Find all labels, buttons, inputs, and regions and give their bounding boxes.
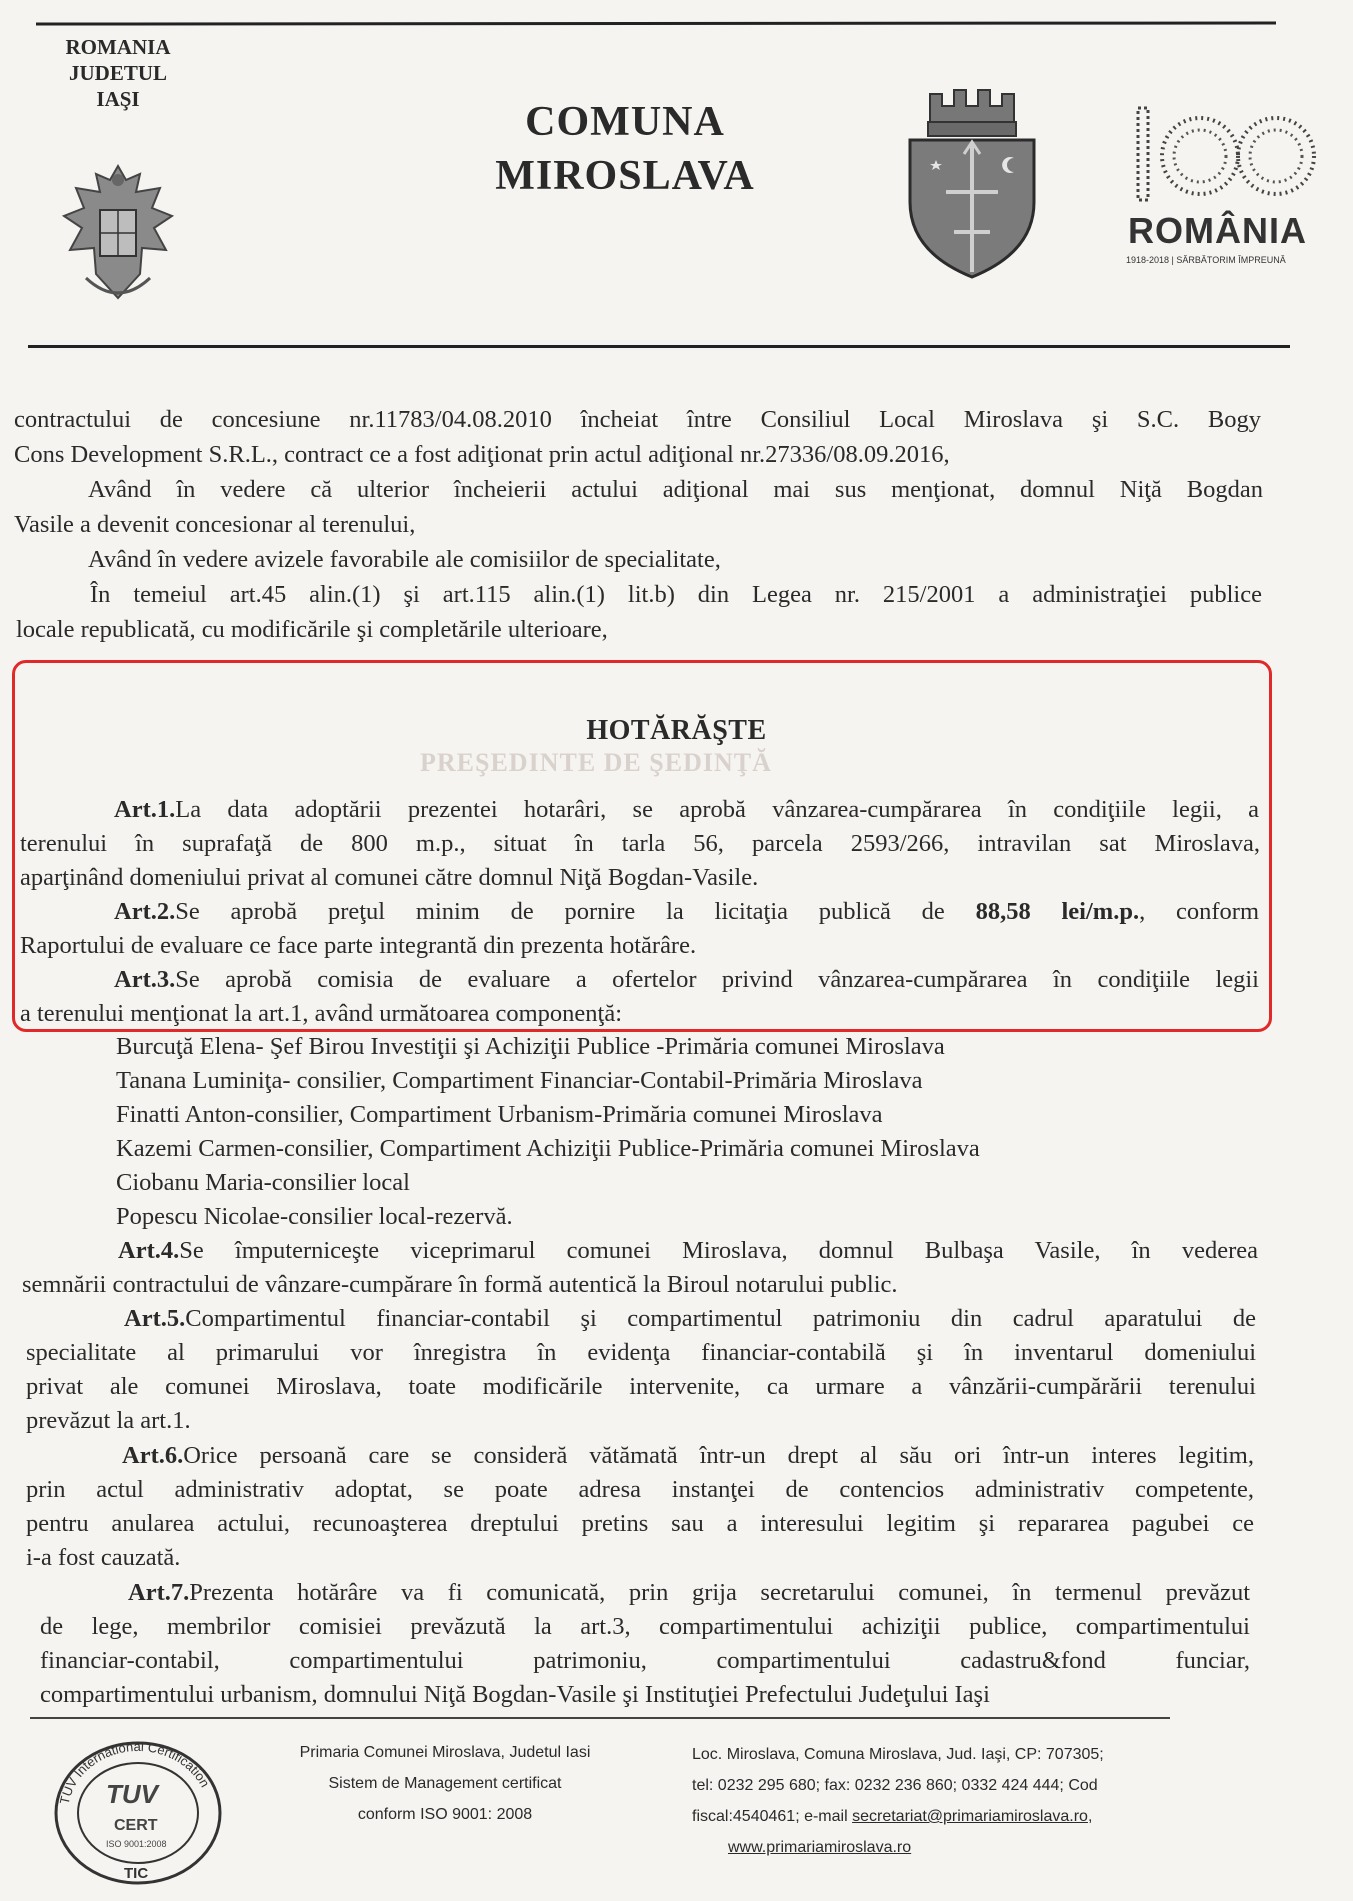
centenar-100-icon — [1120, 100, 1320, 210]
art7-line4: compartimentului urbanism, domnului Niţă Bogdan-Vasile şi Instituţiei Prefectului Judeţului Iaşi — [40, 1681, 990, 1708]
footer-contact — [692, 1739, 1212, 1863]
art7-line3: financiar-contabil, compartimentului patrimoniu, compartimentului cadastru&fond funciar, — [40, 1647, 1250, 1674]
art3-line2: a terenului menţionat la art.1, având următoarea componenţă: — [20, 1000, 623, 1027]
footer-mid-line: Sistem de Management certificat — [328, 1775, 562, 1792]
romania-coat-of-arms-icon — [56, 158, 180, 313]
art7-line1 — [128, 1578, 1250, 1608]
art2-text1a: Se aprobă preţul minim de pornire la licitaţia publică de — [175, 898, 945, 925]
intro-line: Având în vedere că ulterior încheierii actului adiţional mai sus menţionat, domnul Niţă Bogdan — [88, 476, 1263, 503]
art5-line3: privat ale comunei Miroslava, toate modificările intervenite, ca urmare a vânzării-cumpărării terenului — [26, 1373, 1256, 1400]
commune-title — [455, 95, 795, 203]
intro-line: În temeiul art.45 alin.(1) şi art.115 alin.(1) lit.b) din Legea nr. 215/2001 a administraţiei publice — [90, 581, 1262, 608]
faded-stamp-text: PREŞEDINTE DE ŞEDINŢĂ — [420, 748, 772, 777]
art3-text1: Se aprobă comisia de evaluare a ofertelor privind vânzarea-cumpărarea în condiţiile legii — [175, 966, 1259, 993]
art6-line3: pentru anularea actului, recunoaşterea dreptului pretins sau a interesului legitim şi repararea pagubei ce — [26, 1510, 1254, 1537]
art1-line3: aparţinând domeniului privat al comunei către domnul Niţă Bogdan-Vasile. — [20, 864, 759, 891]
footer-institution — [265, 1737, 625, 1830]
cert-brand: TUV — [106, 1779, 158, 1809]
footer-comma: , — [1087, 1808, 1093, 1825]
art4-text1: Se împuterniceşte viceprimarul comunei Miroslava, domnul Bulbaşa Vasile, în vederea — [179, 1237, 1258, 1264]
footer-fiscal: fiscal:4540461; e-mail — [692, 1808, 853, 1825]
decision-title: HOTĂRĂŞTE — [586, 715, 767, 746]
art3-label: Art.3. — [114, 966, 176, 993]
tuv-certification-seal-icon — [48, 1735, 228, 1890]
cert-tic: TIC — [124, 1865, 149, 1882]
intro-line: locale republicată, cu modificările şi completările ulterioare, — [16, 616, 608, 643]
art4-label: Art.4. — [118, 1237, 180, 1264]
country-name: ROMANIA — [65, 35, 171, 59]
committee-member: Ciobanu Maria-consilier local — [116, 1169, 410, 1196]
footer-web-line — [692, 1832, 1212, 1863]
intro-line: Vasile a devenit concesionar al terenului, — [14, 511, 416, 538]
art2-label: Art.2. — [114, 898, 176, 925]
art1-line2: terenului în suprafaţă de 800 m.p., situat în tarla 56, parcela 2593/266, intravilan sat Miroslava, — [20, 830, 1260, 857]
art6-label: Art.6. — [122, 1442, 184, 1469]
centenar-brand: ROMÂNIA — [1128, 210, 1307, 251]
cert-ring-path: TÜV International Certification — [56, 1738, 213, 1806]
art6-line4: i-a fost cauzată. — [26, 1544, 181, 1571]
art7-line2: de lege, membrilor comisiei prevăzută la art.3, compartimentului achiziţii publice, compartimentului — [40, 1613, 1250, 1640]
commune-title-line2: MIROSLAVA — [495, 153, 755, 199]
art5-label: Art.5. — [124, 1305, 186, 1332]
art5-line4: prevăzut la art.1. — [26, 1407, 191, 1434]
art4-line1 — [118, 1236, 1258, 1266]
cert-iso: ISO 9001:2008 — [106, 1839, 167, 1849]
art5-line1 — [124, 1304, 1256, 1334]
art1-line1 — [114, 795, 1259, 825]
art2-text1b: , conform — [1139, 898, 1259, 925]
footer-rule — [30, 1717, 1170, 1719]
committee-member: Burcuţă Elena- Şef Birou Investiţii şi Achiziţii Publice -Primăria comunei Miroslava — [116, 1033, 945, 1060]
intro-line: contractului de concesiune nr.11783/04.08.2010 încheiat între Consiliul Local Miroslava şi S.C. Bogy — [14, 406, 1261, 433]
footer-website-link[interactable]: www.primariamiroslava.ro — [728, 1839, 912, 1856]
art1-label: Art.1. — [114, 796, 176, 823]
committee-member: Kazemi Carmen-consilier, Compartiment Achiziţii Publice-Primăria comunei Miroslava — [116, 1135, 980, 1162]
art4-line2: semnării contractului de vânzare-cumpărare în formă autentică la Biroul notarului public. — [22, 1271, 898, 1298]
footer-address: Loc. Miroslava, Comuna Miroslava, Jud. Iaşi, CP: 707305; — [692, 1746, 1104, 1763]
committee-member: Popescu Nicolae-consilier local-rezervă. — [116, 1203, 513, 1230]
footer-mid-line: Primaria Comunei Miroslava, Judetul Iasi — [299, 1744, 591, 1761]
committee-member: Tanana Luminiţa- consilier, Compartiment Financiar-Contabil-Primăria Miroslava — [116, 1067, 923, 1094]
art7-text1: Prezenta hotărâre va fi comunicată, prin grija secretarului comunei, în termenul prevăzut — [189, 1579, 1250, 1606]
footer-email-link[interactable]: secretariat@primariamiroslava.ro — [852, 1808, 1088, 1825]
art2-line1 — [114, 897, 1259, 927]
committee-member: Finatti Anton-consilier, Compartiment Urbanism-Primăria comunei Miroslava — [116, 1101, 883, 1128]
footer-fiscal-email-line — [692, 1801, 1212, 1832]
art3-line1 — [114, 965, 1259, 995]
centenar-tagline: 1918-2018 | SĂRBĂTORIM ÎMPREUNĂ — [1126, 255, 1286, 265]
footer-mid-line: conform ISO 9001: 2008 — [357, 1806, 533, 1823]
header-bottom-rule — [28, 345, 1290, 348]
miroslava-coat-of-arms-icon — [902, 82, 1042, 287]
art1-text1: La data adoptării prezentei hotarâri, se aprobă vânzarea-cumpărarea în condiţiile legii, a — [175, 796, 1259, 823]
header-top-rule — [36, 21, 1276, 25]
romania-centenar-logo — [1120, 100, 1320, 265]
art6-text1: Orice persoană care se consideră vătămată într-un drept al său ori într-un interes legitim, — [183, 1442, 1254, 1469]
cert-sub: CERT — [114, 1817, 158, 1834]
footer-phones: tel: 0232 295 680; fax: 0232 236 860; 0332 424 444; Cod — [692, 1777, 1098, 1794]
art6-line2: prin actul administrativ adoptat, se poate adresa instanţei de contencios administrativ competente, — [26, 1476, 1254, 1503]
country-heading — [48, 34, 188, 112]
art6-line1 — [122, 1441, 1254, 1471]
commune-title-line1: COMUNA — [525, 99, 725, 145]
art7-label: Art.7. — [128, 1579, 190, 1606]
intro-line: Având în vedere avizele favorabile ale comisiilor de specialitate, — [88, 546, 721, 573]
county-name: JUDETUL IAŞI — [68, 61, 168, 111]
art5-text1: Compartimentul financiar-contabil şi compartimentul patrimoniu din cadrul aparatului de — [185, 1305, 1256, 1332]
intro-line: Cons Development S.R.L., contract ce a fost adiţionat prin actul adiţional nr.27336/08.09.2016, — [14, 441, 950, 468]
art2-line2: Raportului de evaluare ce face parte integrantă din prezenta hotărâre. — [20, 932, 697, 959]
art2-price: 88,58 lei/m.p. — [975, 898, 1140, 925]
art5-line2: specialitate al primarului vor înregistra în evidenţa financiar-contabilă şi în inventarul domeniului — [26, 1339, 1256, 1366]
